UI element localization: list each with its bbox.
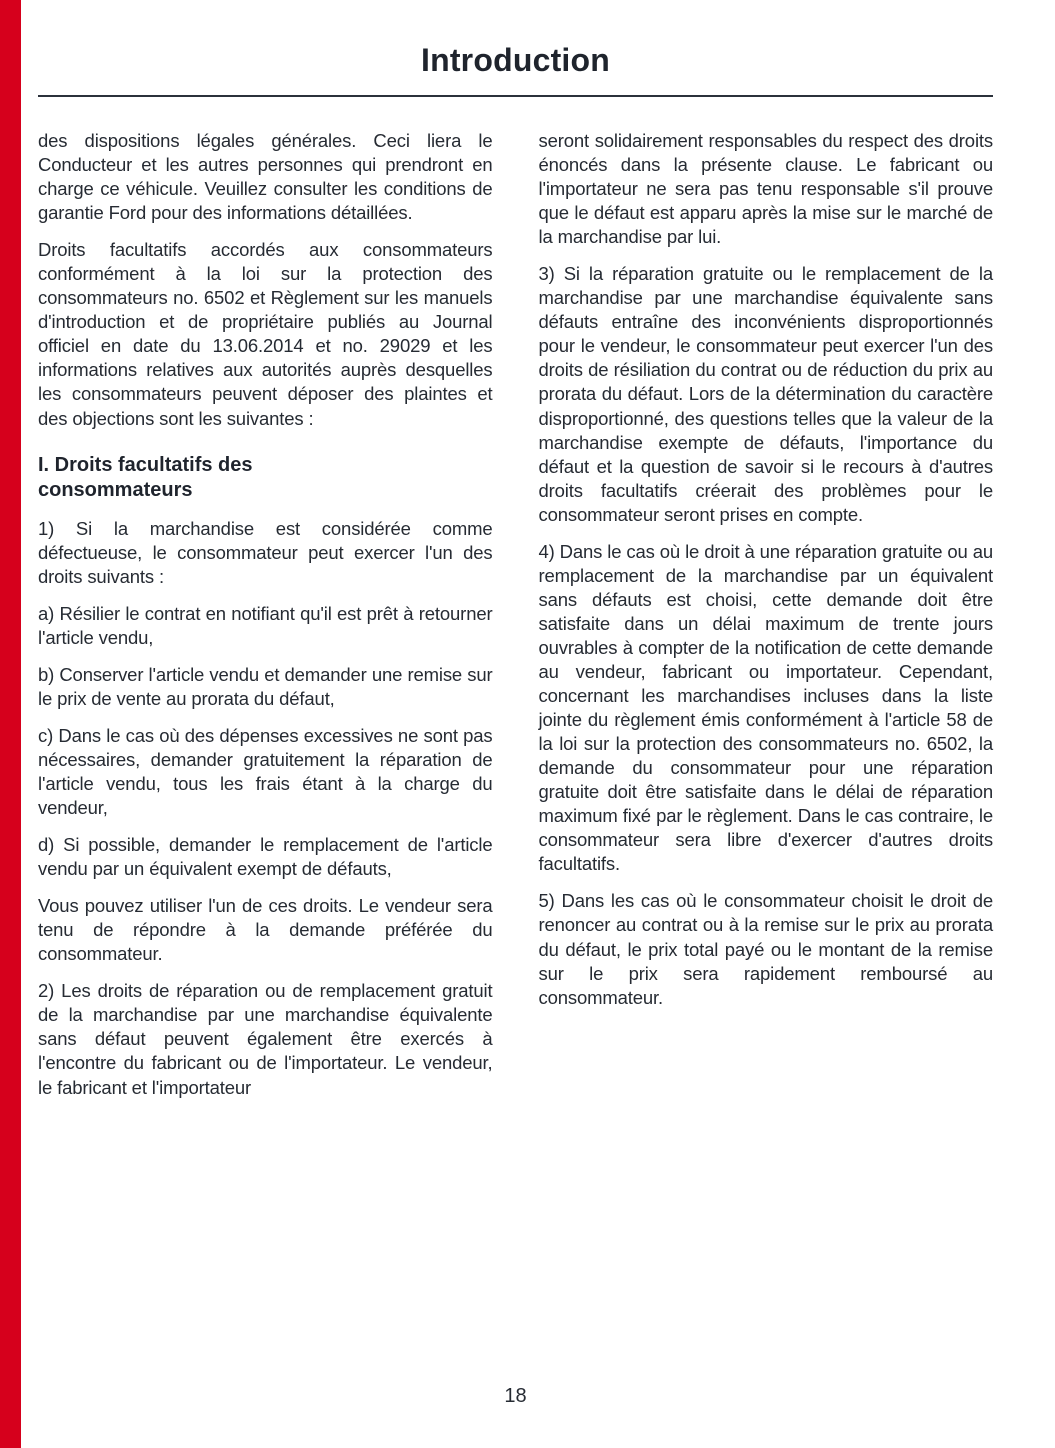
paragraph: a) Résilier le contrat en notifiant qu'il est prêt à retourner l'article vendu, — [38, 602, 493, 648]
paragraph: 1) Si la marchandise est considérée comme défectueuse, le consommateur peut exercer l'un des droits suivants : — [38, 517, 493, 587]
paragraph: 2) Les droits de réparation ou de remplacement gratuit de la marchandise par une marchandise équivalente sans défaut peuvent également être exercés à l'encontre du fabricant ou de l'importateur. Le vendeur, le fabricant et l'importateur — [38, 980, 493, 1098]
paragraph: c) Dans le cas où des dépenses excessives ne sont pas nécessaires, demander gratuitement la réparation de l'article vendu, tous les frais étant à la charge du vendeur, — [38, 724, 493, 819]
title-divider — [38, 95, 993, 97]
paragraph: 3) Si la réparation gratuite ou le remplacement de la marchandise par une marchandise équivalente sans défauts entraîne des inconvénients disproportionnés pour le vendeur, le consommateur peut exercer l'un des droits de résiliation du contrat ou de réduction du prix au prorata du défaut. Lors de la détermination du caractère disproportionné, des questions telles que la valeur de la marchandise exempte de défauts, l'importance du défaut et la question de savoir si le recours à d'autres droits facultatifs créerait des problèmes pour le consommateur seront prises en compte. — [538, 263, 993, 525]
paragraph: des dispositions légales générales. Ceci liera le Conducteur et les autres personnes qui prendront en charge ce véhicule. Veuillez consulter les conditions de garantie Ford pour des informations détaillées. — [38, 130, 493, 224]
page-number: 18 — [504, 1385, 527, 1407]
paragraph: Vous pouvez utiliser l'un de ces droits. Le vendeur sera tenu de répondre à la demande préférée du consommateur. — [38, 895, 493, 965]
paragraph: 4) Dans le cas où le droit à une réparation gratuite ou au remplacement de la marchandise par un équivalent sans défauts est choisi, cette demande doit être satisfaite dans un délai maximum de trente jours ouvrables à compter de la notification de cette demande au vendeur, fabricant ou importateur. Cependant, concernant les marchandises incluses dans la liste jointe du règlement émis conformément à l'article 58 de la loi sur la protection des consommateurs no. 6502, la demande du consommateur pour une réparation gratuite doit être satisfaite dans le délai de réparation maximum fixé par le règlement. Dans le cas contraire, le consommateur sera libre d'exercer d'autres droits facultatifs. — [538, 540, 993, 875]
paragraph: 5) Dans les cas où le consommateur choisit le droit de renoncer au contrat ou à la remise sur le prix au prorata du défaut, le prix total payé ou le montant de la remise sur le prix sera rapidement remboursé au consommateur. — [538, 890, 993, 1008]
paragraph: seront solidairement responsables du respect des droits énoncés dans la présente clause. Le fabricant ou l'importateur ne sera pas tenu responsable s'il prouve que le défaut est apparu après la mise sur le marché de la marchandise par lui. — [538, 130, 993, 248]
manual-page — [38, 0, 993, 1448]
text-columns — [38, 129, 993, 1100]
accent-red-bar — [0, 0, 21, 1448]
paragraph: d) Si possible, demander le remplacement de l'article vendu par un équivalent exempt de défauts, — [38, 834, 493, 880]
paragraph: Droits facultatifs accordés aux consommateurs conformément à la loi sur la protection des consommateurs no. 6502 et Règlement sur les manuels d'introduction et de propriétaire publiés au Journal officiel en date du 13.06.2014 et no. 29029 et les informations relatives aux autorités auprès desquelles les consommateurs peuvent déposer des plaintes et des objections sont les suivantes : — [38, 239, 493, 429]
section-heading: I. Droits facultatifs des consommateurs — [38, 453, 253, 501]
page-title: Introduction — [420, 42, 611, 78]
paragraph: b) Conserver l'article vendu et demander une remise sur le prix de vente au prorata du défaut, — [38, 663, 493, 709]
right-column — [539, 129, 994, 1100]
left-column — [38, 129, 493, 1100]
